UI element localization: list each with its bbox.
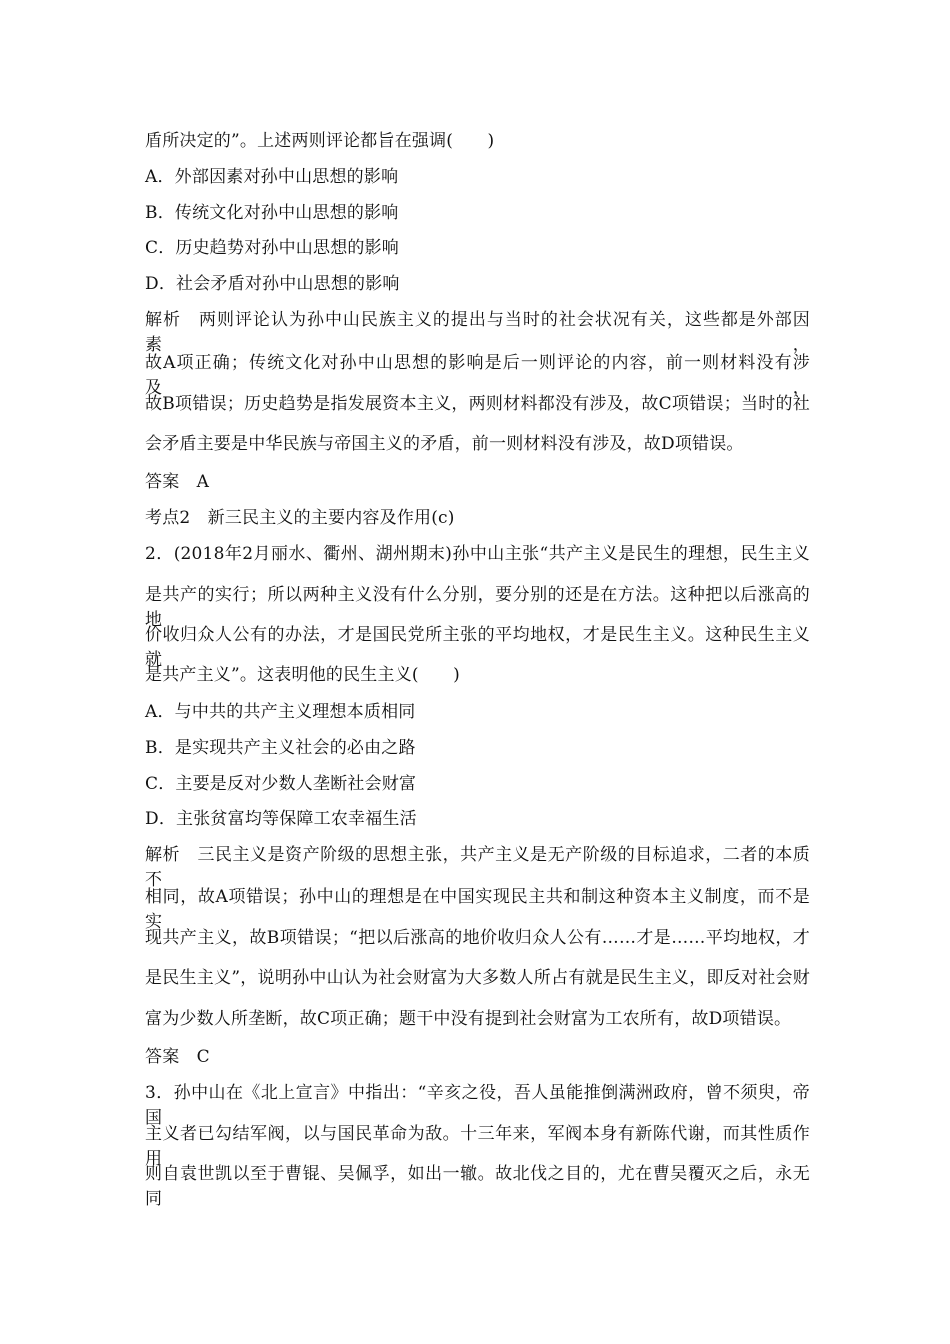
question-2-analysis-line: 是民生主义”，说明孙中山认为社会财富为大多数人所占有就是民生主义，即反对社会财 [145, 968, 810, 988]
question-3-stem-line: 则自袁世凯以至于曹锟、吴佩孚，如出一辙。故北伐之目的，尤在曹吴覆灭之后，永无同 [145, 1164, 810, 1209]
question-1-analysis-line: 会矛盾主要是中华民族与帝国主义的矛盾，前一则材料没有涉及，故D项错误。 [145, 434, 744, 454]
question-1-analysis-line: 解析 两则评论认为孙中山民族主义的提出与当时的社会状况有关，这些都是外部因素， [145, 310, 810, 355]
question-2-analysis-line: 现共产主义，故B项错误；“把以后涨高的地价收归众人公有……才是……平均地权，才 [145, 928, 810, 948]
question-2-analysis-line: 解析 三民主义是资产阶级的思想主张，共产主义是无产阶级的目标追求，二者的本质不 [145, 845, 810, 890]
section-heading: 考点2 新三民主义的主要内容及作用(c) [145, 508, 455, 528]
question-3-stem-line: 主义者已勾结军阀，以与国民革命为敌。十三年来，军阀本身有新陈代谢，而其性质作用 [145, 1124, 810, 1169]
question-2-option-d: D．主张贫富均等保障工农幸福生活 [145, 809, 417, 829]
question-2-analysis-line: 相同，故A项错误；孙中山的理想是在中国实现民主共和制这种资本主义制度，而不是实 [145, 887, 810, 932]
question-1-answer: 答案 A [145, 472, 210, 492]
question-1-analysis-line: 故B项错误；历史趋势是指发展资本主义，两则材料都没有涉及，故C项错误；当时的社 [145, 394, 810, 414]
question-1-analysis-line: 故A项正确；传统文化对孙中山思想的影响是后一则评论的内容，前一则材料没有涉及， [145, 353, 810, 398]
question-2-option-b: B．是实现共产主义社会的必由之路 [145, 738, 416, 758]
question-3-stem-line: 3．孙中山在《北上宣言》中指出：“辛亥之役，吾人虽能推倒满洲政府，曾不须臾，帝国 [145, 1083, 810, 1128]
question-1-option-c: C．历史趋势对孙中山思想的影响 [145, 238, 400, 258]
question-2-option-c: C．主要是反对少数人垄断社会财富 [145, 774, 417, 794]
question-2-stem-line: 2．(2018年2月丽水、衢州、湖州期末)孙中山主张“共产主义是民生的理想，民生主义 [145, 544, 810, 564]
question-2-stem-line: 是共产主义”。这表明他的民生主义( ) [145, 665, 460, 685]
question-2-option-a: A．与中共的共产主义理想本质相同 [145, 702, 416, 722]
question-1-option-d: D．社会矛盾对孙中山思想的影响 [145, 274, 400, 294]
question-2-analysis-line: 富为少数人所垄断，故C项正确；题干中没有提到社会财富为工农所有，故D项错误。 [145, 1009, 792, 1029]
question-2-stem-line: 价收归众人公有的办法，才是国民党所主张的平均地权，才是民生主义。这种民生主义就 [145, 625, 810, 670]
question-1-option-b: B．传统文化对孙中山思想的影响 [145, 203, 399, 223]
question-2-stem-line: 是共产的实行；所以两种主义没有什么分别，要分别的还是在方法。这种把以后涨高的地 [145, 585, 810, 630]
question-1-option-a: A．外部因素对孙中山思想的影响 [145, 167, 399, 187]
question-2-answer: 答案 C [145, 1047, 210, 1067]
question-1-stem-end: 盾所决定的”。上述两则评论都旨在强调( ) [145, 131, 495, 151]
